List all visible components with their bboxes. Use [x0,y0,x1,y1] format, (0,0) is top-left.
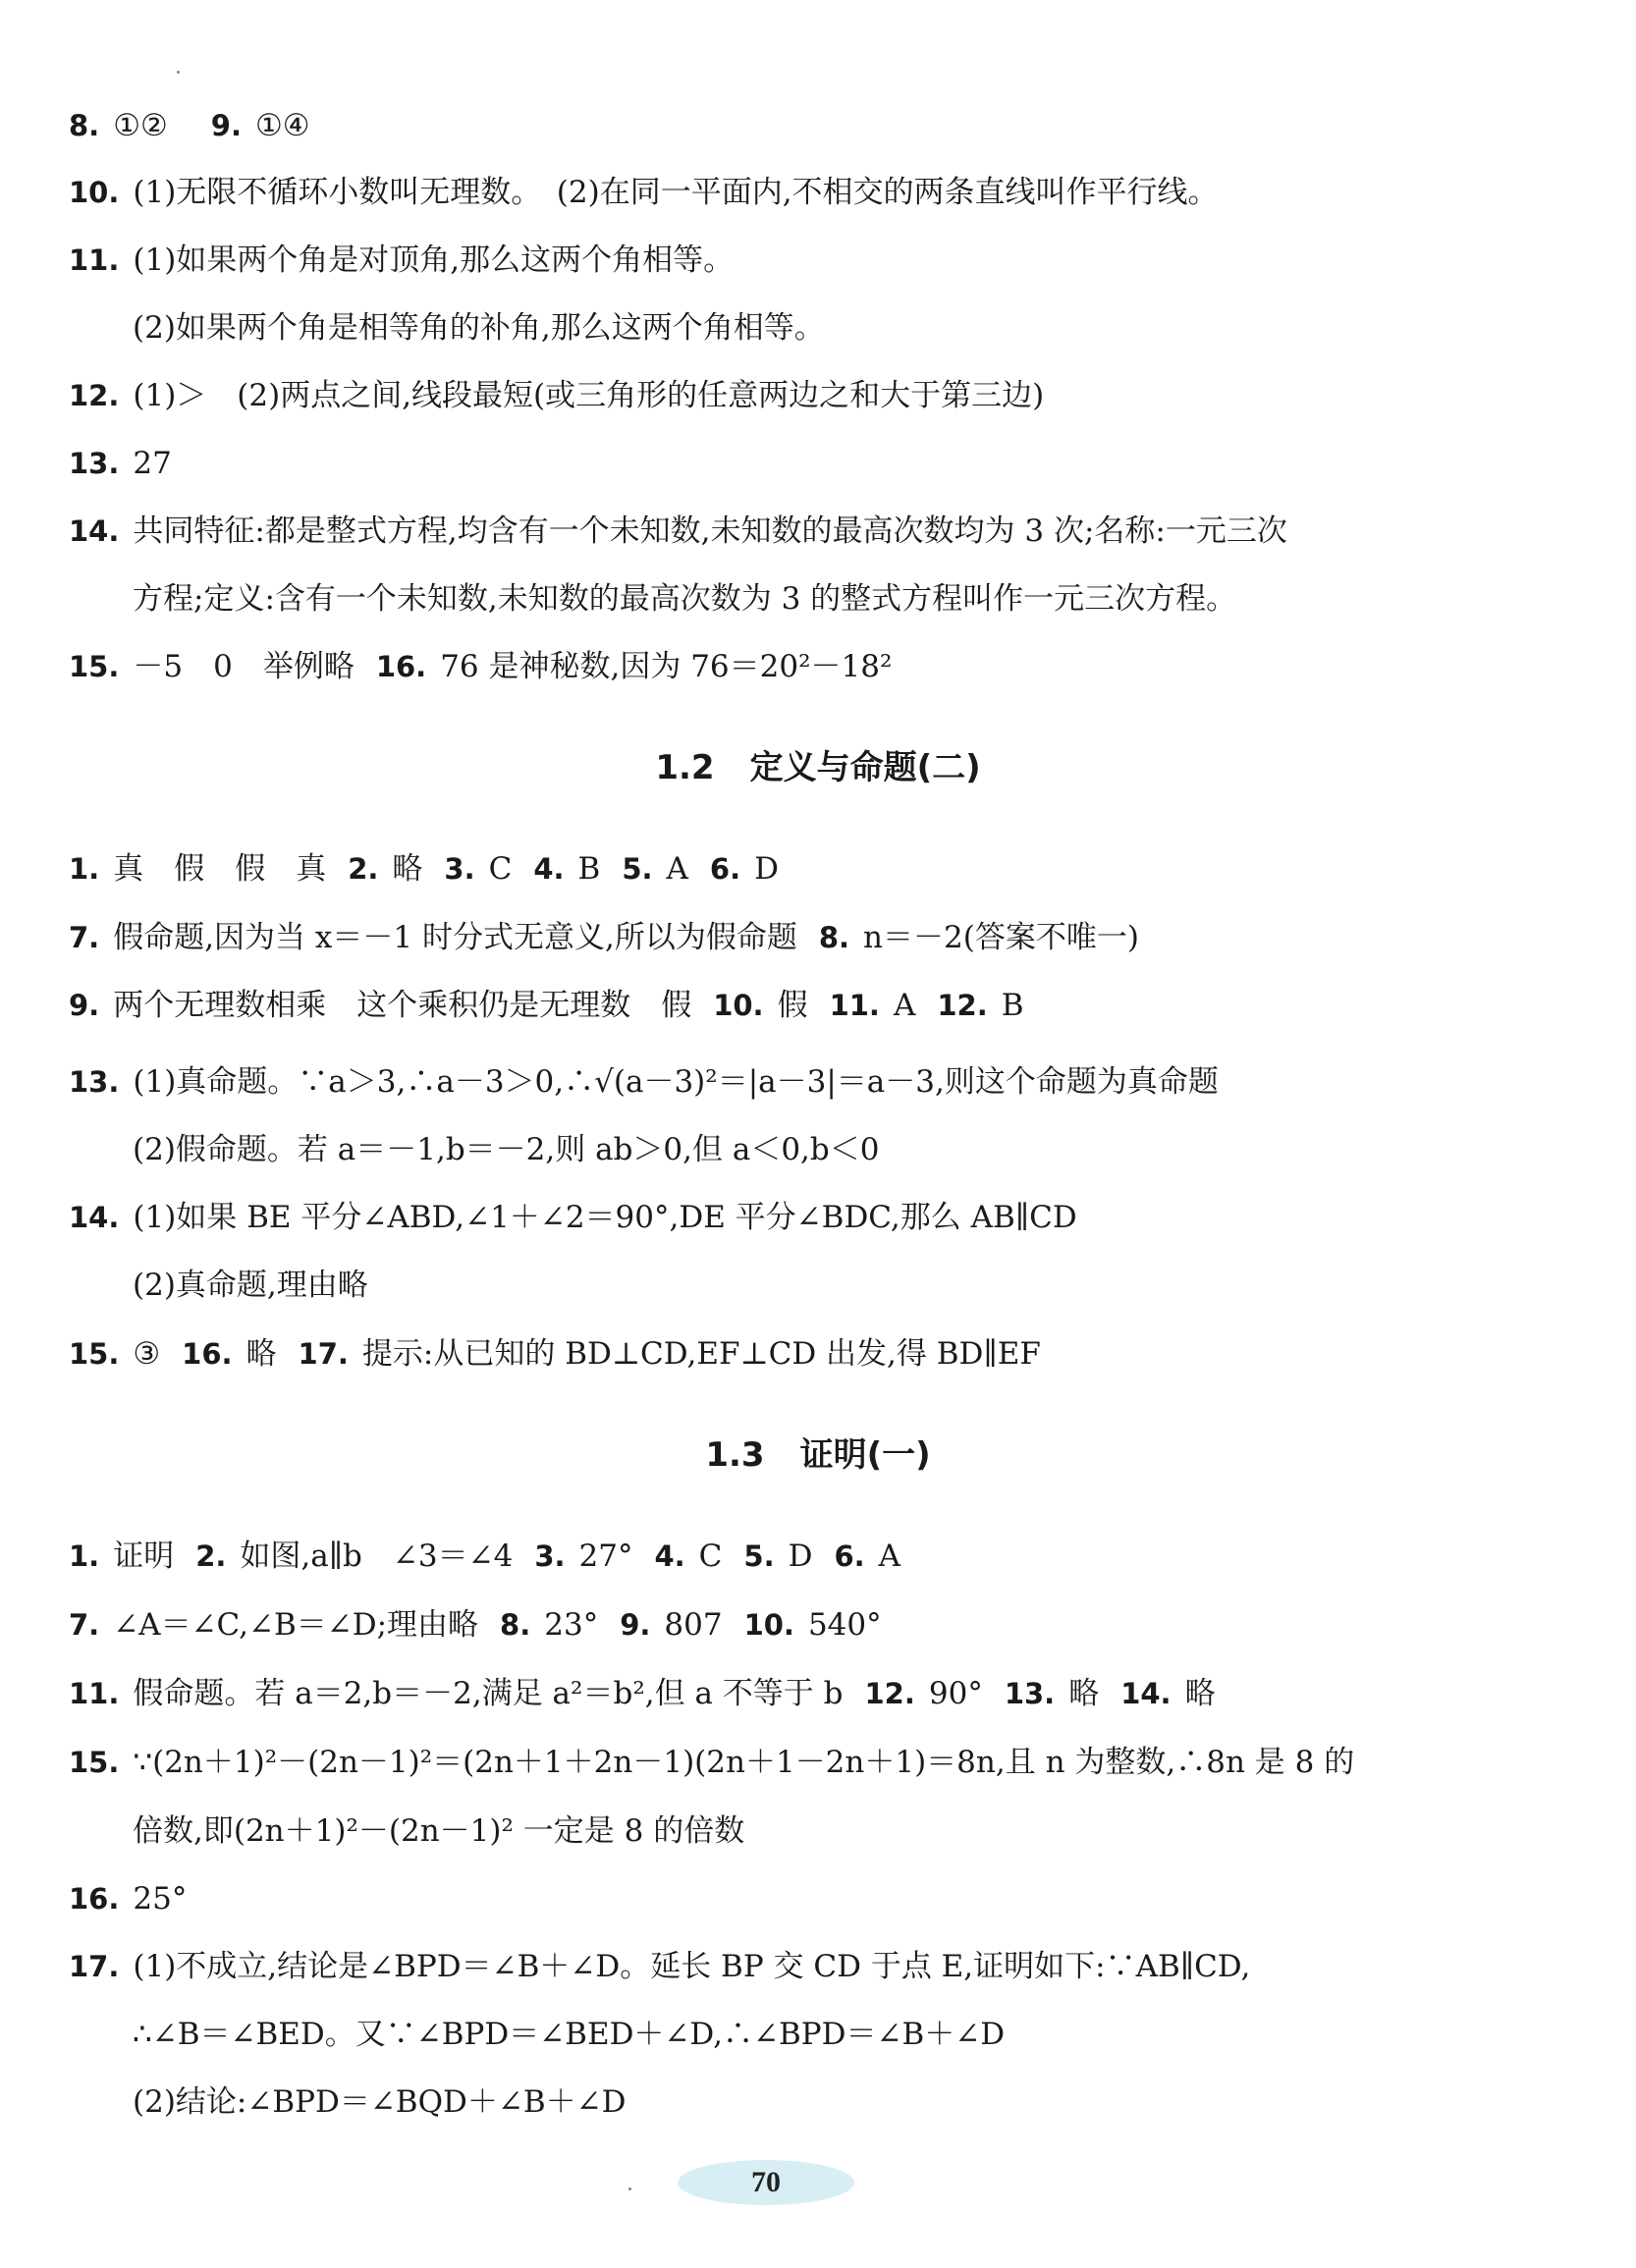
answer-text: (1)＞ (2)两点之间,线段最短(或三角形的任意两边之和大于第三边) [133,378,1045,413]
answer-text: 807 [664,1607,723,1643]
item-number: 11. [829,989,880,1022]
answer-line [69,647,1571,686]
item-number: 11. [69,1677,120,1710]
answer-text: 提示:从已知的 BD⊥CD,EF⊥CD 出发,得 BD∥EF [361,1336,1041,1372]
answer-text: ①② [113,108,168,143]
item-number: 10. [713,989,764,1022]
answer-line-continuation [133,308,1635,348]
answer-text: D [788,1539,813,1574]
item-number: 7. [69,1608,100,1642]
answer-line [69,444,1571,483]
answer-line [69,918,1571,957]
item-number: 1. [69,1539,100,1573]
item-number: 9. [620,1608,651,1642]
item-number: 8. [818,921,850,954]
item-number: 6. [834,1539,865,1573]
item-number: 17. [298,1337,349,1371]
section-heading [0,1433,1636,1477]
answer-text: A [893,988,916,1023]
answer-text: 27 [133,446,172,481]
answer-text: (2)真命题,理由略 [133,1268,368,1303]
answer-line [69,173,1571,212]
answer-text: 如图,a∥b ∠3＝∠4 [240,1539,514,1574]
answer-text: C [488,851,513,887]
item-number: 8. [500,1608,531,1642]
item-number: 6. [709,852,741,886]
answer-line [69,1947,1571,1986]
answer-text: ∴∠B＝∠BED。又∵∠BPD＝∠BED＋∠D,∴∠BPD＝∠B＋∠D [133,2017,1006,2052]
answer-line-continuation [133,1266,1635,1305]
answer-text: 倍数,即(2n＋1)²－(2n－1)² 一定是 8 的倍数 [133,1813,745,1849]
item-number: 1. [69,852,100,886]
answer-line [69,1605,1571,1645]
answer-text: (2)如果两个角是相等角的补角,那么这两个角相等。 [133,310,825,346]
answer-line-continuation [133,2015,1635,2054]
answer-text: B [1001,988,1024,1023]
item-number: 17. [69,1950,120,1983]
answer-line [69,849,1571,889]
answer-text: －5 0 举例略 [133,649,354,684]
item-number: 11. [69,243,120,277]
answer-text: (1)无限不循环小数叫无理数。 (2)在同一平面内,不相交的两条直线叫作平行线。 [133,175,1219,210]
item-number: 15. [69,650,120,683]
item-number: 10. [743,1608,794,1642]
item-number: 16. [182,1337,233,1371]
item-number: 9. [210,109,242,142]
answer-text: 略 [1184,1676,1216,1711]
item-number: 7. [69,921,100,954]
item-number: 16. [375,650,427,683]
page-number: 70 [751,2166,781,2198]
answer-text: 假命题,因为当 x＝－1 时分式无意义,所以为假命题 [113,920,797,955]
answer-text: 25° [133,1881,188,1917]
answer-text: (1)不成立,结论是∠BPD＝∠B＋∠D。延长 BP 交 CD 于点 E,证明如下:∵AB∥CD, [133,1949,1251,1984]
section-number: 1.3 [705,1435,765,1475]
answer-line-continuation [133,1130,1635,1169]
item-number: 15. [69,1337,120,1371]
answer-text: ①④ [255,108,310,143]
answer-text: 证明 [113,1539,175,1574]
item-number: 14. [1120,1677,1172,1710]
item-number: 14. [69,514,120,548]
answer-text: D [754,851,779,887]
answer-text: 90° [928,1676,983,1711]
answer-text: ③ [133,1336,161,1372]
answer-line [69,512,1571,551]
item-number: 2. [195,1539,227,1573]
answer-text: 略 [1068,1676,1100,1711]
answer-text: 真 假 假 真 [113,851,327,887]
item-number: 3. [534,1539,566,1573]
scan-speck [628,2187,631,2190]
item-number: 5. [743,1539,775,1573]
item-number: 4. [533,852,565,886]
item-number: 5. [622,852,653,886]
item-number: 13. [1004,1677,1056,1710]
answer-line [69,1743,1571,1782]
item-number: 13. [69,447,120,480]
answer-text: B [577,851,601,887]
answer-line [69,241,1571,280]
answer-text: 假 [777,988,808,1023]
page-number-badge [678,2160,854,2205]
item-number: 3. [444,852,475,886]
item-number: 8. [69,109,100,142]
answer-text: (1)如果 BE 平分∠ABD,∠1＋∠2＝90°,DE 平分∠BDC,那么 AB∥CD [133,1200,1077,1235]
answer-text: 27° [578,1539,633,1574]
answer-line [69,1334,1571,1374]
item-number: 12. [937,989,988,1022]
item-number: 12. [864,1677,915,1710]
answer-line [69,106,1571,145]
item-number: 9. [69,989,100,1022]
answer-line-continuation [133,2082,1635,2122]
item-number: 14. [69,1201,120,1234]
item-number: 4. [654,1539,685,1573]
answer-line [69,986,1571,1025]
answer-text: A [666,851,688,887]
answer-text: 23° [544,1607,599,1643]
item-number: 10. [69,176,120,209]
answer-text: 540° [807,1607,882,1643]
section-title: 定义与命题(二) [749,748,981,787]
answer-line [69,376,1571,415]
answer-text: n＝－2(答案不唯一) [863,920,1139,955]
item-number: 2. [348,852,379,886]
item-number: 13. [69,1065,120,1099]
answer-text: 两个无理数相乘 这个乘积仍是无理数 假 [113,988,692,1023]
answer-text: 略 [392,851,423,887]
answer-text: 76 是神秘数,因为 76＝20²－18² [440,649,893,684]
item-number: 15. [69,1746,120,1779]
answer-line [69,1537,1571,1576]
answer-text: (1)真命题。∵a＞3,∴a－3＞0,∴√(a－3)²＝|a－3|＝a－3,则这个命题为真命题 [133,1064,1219,1100]
answer-line-continuation [133,1811,1635,1851]
answer-text: A [878,1539,901,1574]
answer-text: 共同特征:都是整式方程,均含有一个未知数,未知数的最高次数均为 3 次;名称:一元三次 [133,513,1287,549]
item-number: 16. [69,1882,120,1916]
section-title: 证明(一) [799,1435,931,1475]
answer-text: ∠A＝∠C,∠B＝∠D;理由略 [113,1607,479,1643]
section-number: 1.2 [655,748,715,787]
answer-text: 方程;定义:含有一个未知数,未知数的最高次数为 3 的整式方程叫作一元三次方程。 [133,581,1237,617]
scan-speck [177,71,180,74]
answer-text: 假命题。若 a＝2,b＝－2,满足 a²＝b²,但 a 不等于 b [133,1676,844,1711]
section-heading [0,746,1636,789]
answer-text: (2)假命题。若 a＝－1,b＝－2,则 ab＞0,但 a＜0,b＜0 [133,1132,880,1167]
answer-text: ∵(2n＋1)²－(2n－1)²＝(2n＋1＋2n－1)(2n＋1－2n＋1)＝8n,且 n 为整数,∴8n 是 8 的 [133,1745,1355,1780]
answer-line-continuation [133,579,1635,619]
answer-line [69,1198,1571,1237]
answer-text: 略 [245,1336,277,1372]
answer-line [69,1879,1571,1918]
answer-line [69,1062,1571,1102]
item-number: 12. [69,379,120,412]
answer-line [69,1674,1571,1713]
answer-text: (1)如果两个角是对顶角,那么这两个角相等。 [133,243,735,278]
answer-text: C [698,1539,723,1574]
answer-text: (2)结论:∠BPD＝∠BQD＋∠B＋∠D [133,2084,627,2120]
